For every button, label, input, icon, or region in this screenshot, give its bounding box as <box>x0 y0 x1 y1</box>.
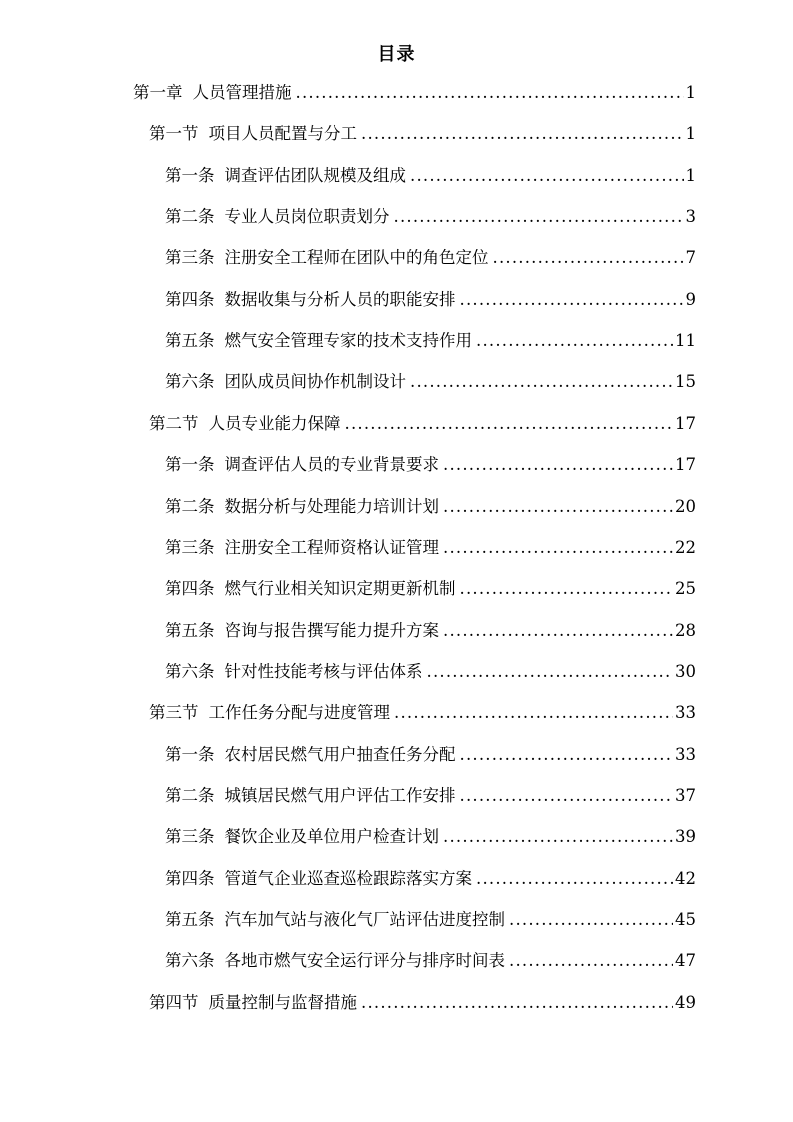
toc-entry-text: 项目人员配置与分工 <box>208 124 357 144</box>
toc-entry-number: 第五条 <box>165 910 215 929</box>
toc-entry-label <box>165 866 472 892</box>
toc-entry-label <box>165 535 439 561</box>
toc-entry-number: 第六条 <box>165 951 215 971</box>
toc-entry-number: 第四节 <box>149 992 199 1012</box>
toc-entry-page: 33 <box>675 703 696 723</box>
toc-entry-text: 针对性技能考核与评估体系 <box>224 661 423 681</box>
toc-entry-label <box>165 287 456 313</box>
toc-entry[interactable] <box>165 824 696 850</box>
toc-entry-number: 第一条 <box>165 455 215 475</box>
toc-dot-leader <box>443 535 673 561</box>
toc-entry-number: 第四条 <box>165 289 215 309</box>
toc-entry-label <box>149 990 357 1016</box>
toc-entry-label <box>165 494 439 520</box>
toc-entry-label <box>133 80 292 106</box>
toc-dot-leader <box>509 948 673 974</box>
toc-entry-text: 人员专业能力保障 <box>208 413 341 433</box>
toc-entry-number: 第二条 <box>165 785 215 805</box>
toc-entry[interactable] <box>165 369 696 395</box>
toc-entry-number: 第三条 <box>165 537 215 557</box>
toc-entry-text: 餐饮企业及单位用户检查计划 <box>224 827 439 847</box>
toc-entry[interactable] <box>165 287 696 313</box>
toc-entry-text: 各地市燃气安全运行评分与排序时间表 <box>224 951 505 971</box>
toc-dot-leader <box>410 369 673 395</box>
toc-entry-number: 第六条 <box>165 372 215 392</box>
toc-entry-page: 42 <box>675 868 696 888</box>
toc-entry-number: 第四条 <box>165 868 215 888</box>
toc-dot-leader <box>361 990 673 1016</box>
toc-entry-text: 注册安全工程师资格认证管理 <box>224 537 439 557</box>
toc-entry-page: 39 <box>675 827 696 847</box>
toc-entry-text: 调查评估人员的专业背景要求 <box>224 455 439 475</box>
toc-entry-text: 团队成员间协作机制设计 <box>224 372 406 392</box>
toc-entry[interactable] <box>149 411 696 437</box>
toc-entry-label <box>165 948 505 974</box>
toc-entry-page: 1 <box>685 83 696 102</box>
toc-entry-number: 第三条 <box>165 248 215 268</box>
toc-entry-label <box>149 411 341 437</box>
toc-entry-label <box>165 576 456 602</box>
toc-dot-leader <box>443 494 673 520</box>
toc-entry-label <box>149 121 357 147</box>
toc-entry-text: 人员管理措施 <box>192 83 292 102</box>
toc-entry-number: 第六条 <box>165 661 215 681</box>
toc-entry[interactable] <box>149 121 696 147</box>
page-title: 目录 <box>377 44 416 65</box>
toc-entry[interactable] <box>133 80 696 106</box>
toc-entry[interactable] <box>165 907 696 933</box>
toc-entry-text: 咨询与报告撰写能力提升方案 <box>224 620 439 640</box>
toc-entry-number: 第三节 <box>149 703 199 723</box>
toc-dot-leader <box>460 287 684 313</box>
toc-entry-page: 28 <box>675 620 696 640</box>
toc-entry-page: 33 <box>675 744 696 764</box>
toc-entry-label <box>165 369 406 395</box>
toc-entry[interactable] <box>165 866 696 892</box>
toc-entry-page: 9 <box>685 289 696 309</box>
toc-entry-label <box>165 452 439 478</box>
toc-dot-leader <box>443 618 673 644</box>
toc-entry-label <box>165 163 406 189</box>
toc-entry-text: 专业人员岗位职责划分 <box>224 207 390 227</box>
toc-entry-label <box>165 328 472 354</box>
toc-entry-page: 47 <box>675 951 696 971</box>
toc-dot-leader <box>394 700 673 726</box>
toc-dot-leader <box>296 80 684 106</box>
toc-entry-number: 第四条 <box>165 579 215 599</box>
toc-entry-number: 第一条 <box>165 744 215 764</box>
toc-entry-label <box>165 783 456 809</box>
toc-entry-label <box>165 204 390 230</box>
toc-dot-leader <box>493 245 684 271</box>
toc-entry-page: 20 <box>675 496 696 516</box>
toc-entry[interactable] <box>165 245 696 271</box>
toc-entry-label <box>165 742 456 768</box>
toc-entry[interactable] <box>165 659 696 685</box>
toc-dot-leader <box>476 866 673 892</box>
toc-entry-page: 1 <box>685 124 696 144</box>
toc-entry-text: 工作任务分配与进度管理 <box>208 703 390 723</box>
toc-entry-number: 第五条 <box>165 331 215 351</box>
toc-entry-text: 管道气企业巡查巡检跟踪落实方案 <box>224 868 472 888</box>
toc-dot-leader <box>427 659 674 685</box>
toc-entry-label <box>165 907 505 933</box>
toc-entry-page: 1 <box>685 165 696 185</box>
toc-entry-text: 城镇居民燃气用户评估工作安排 <box>224 785 456 805</box>
toc-entry-number: 第一章 <box>133 83 183 102</box>
toc-entry-page: 37 <box>675 785 696 805</box>
toc-entry[interactable] <box>165 163 696 189</box>
toc-dot-leader <box>476 328 673 354</box>
toc-entry[interactable] <box>149 700 696 726</box>
toc-entry-page: 22 <box>675 537 696 557</box>
toc-dot-leader <box>345 411 674 437</box>
toc-entry-label <box>165 245 489 271</box>
toc-entry-number: 第三条 <box>165 827 215 847</box>
toc-dot-leader <box>509 907 673 933</box>
toc-entry-page: 11 <box>675 331 696 351</box>
toc-entry-label <box>165 824 439 850</box>
toc-entry-text: 注册安全工程师在团队中的角色定位 <box>224 248 489 268</box>
toc-entry-text: 燃气行业相关知识定期更新机制 <box>224 579 456 599</box>
toc-entry-page: 15 <box>675 372 696 392</box>
toc-entry-number: 第一节 <box>149 124 199 144</box>
toc-entry-page: 3 <box>685 207 696 227</box>
toc-entry-number: 第二节 <box>149 413 199 433</box>
toc-dot-leader <box>460 576 674 602</box>
toc-dot-leader <box>460 783 674 809</box>
toc-entry-label <box>149 700 390 726</box>
toc-entry[interactable] <box>149 990 696 1016</box>
toc-entry[interactable] <box>165 783 696 809</box>
toc-entry-number: 第二条 <box>165 496 215 516</box>
toc-entry-number: 第五条 <box>165 620 215 640</box>
toc-entry-page: 7 <box>685 248 696 268</box>
toc-entry-text: 燃气安全管理专家的技术支持作用 <box>224 331 472 351</box>
toc-entry-page: 17 <box>675 413 696 433</box>
toc-entry-page: 30 <box>675 661 696 681</box>
toc-dot-leader <box>443 452 673 478</box>
toc-dot-leader <box>443 824 673 850</box>
toc-entry-number: 第一条 <box>165 165 215 185</box>
toc-entry[interactable] <box>165 535 696 561</box>
toc-entry[interactable] <box>165 452 696 478</box>
toc-entry[interactable] <box>165 576 696 602</box>
toc-entry-page: 45 <box>675 910 696 929</box>
toc-entry-text: 数据分析与处理能力培训计划 <box>224 496 439 516</box>
toc-entry-text: 质量控制与监督措施 <box>208 992 357 1012</box>
toc-entry-label <box>165 659 423 685</box>
toc-entry-text: 农村居民燃气用户抽查任务分配 <box>224 744 456 764</box>
toc-entry[interactable] <box>165 328 696 354</box>
toc-entry-page: 25 <box>675 579 696 599</box>
toc-entry-page: 17 <box>675 455 696 475</box>
toc-entry[interactable] <box>165 494 696 520</box>
toc-entry[interactable] <box>165 948 696 974</box>
toc-entry-label <box>165 618 439 644</box>
toc-entry-text: 调查评估团队规模及组成 <box>224 165 406 185</box>
toc-dot-leader <box>410 163 684 189</box>
toc-dot-leader <box>460 742 674 768</box>
toc-entry-page: 49 <box>675 992 696 1012</box>
toc-entry[interactable] <box>165 204 696 230</box>
toc-entry-number: 第二条 <box>165 207 215 227</box>
toc-dot-leader <box>361 121 684 147</box>
toc-entry[interactable] <box>165 618 696 644</box>
toc-entry-text: 数据收集与分析人员的职能安排 <box>224 289 456 309</box>
toc-entry[interactable] <box>165 742 696 768</box>
toc-entry-text: 汽车加气站与液化气厂站评估进度控制 <box>224 910 505 929</box>
toc-dot-leader <box>394 204 684 230</box>
